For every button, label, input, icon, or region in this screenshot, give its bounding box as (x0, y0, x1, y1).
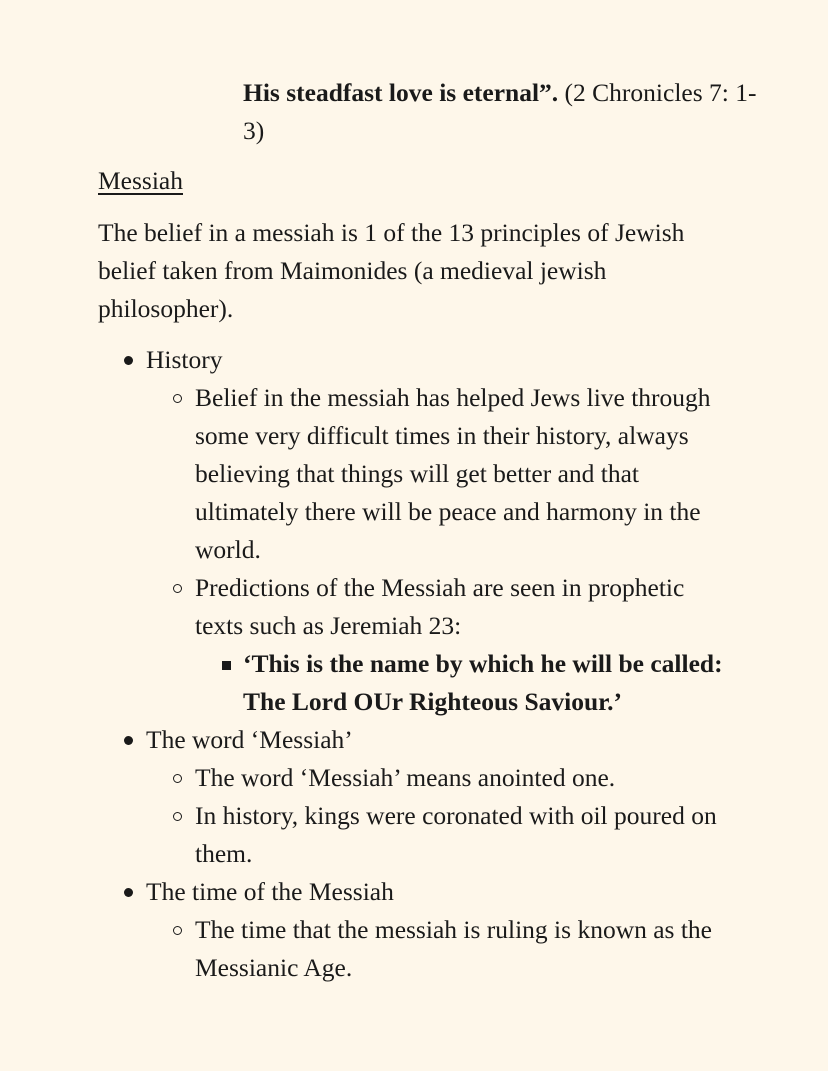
sub-list-text: The word ‘Messiah’ means anointed one. (195, 763, 616, 792)
disc-bullet-icon (124, 736, 133, 745)
sub-list-item (146, 569, 735, 721)
sub-list-text: The time that the messiah is ruling is known as the Messianic Age. (195, 915, 712, 982)
list-item-time-of-messiah (98, 873, 778, 987)
bullet-list (98, 341, 778, 987)
sub-list (146, 379, 778, 721)
disc-bullet-icon (124, 888, 133, 897)
intro-paragraph: The belief in a messiah is 1 of the 13 principles of Jewish belief taken from Maimonides (a medieval jewish philosopher). (98, 218, 685, 323)
quote-reference: (2 Chronicles 7: 1-3) (243, 78, 757, 145)
scripture-quote: ‘This is the name by which he will be called: The Lord OUr Righteous Saviour.’ (243, 649, 723, 716)
list-item-label: The time of the Messiah (146, 877, 394, 906)
list-item-word-messiah (98, 721, 778, 873)
nested-list (195, 645, 735, 721)
circle-bullet-icon (173, 926, 182, 935)
list-item-label: History (146, 345, 223, 374)
square-bullet-icon (222, 661, 231, 670)
sub-list-item (146, 379, 735, 569)
nested-list-item (195, 645, 723, 721)
sub-list-text: In history, kings were coronated with oil poured on them. (195, 801, 717, 868)
sub-list-item (146, 759, 735, 797)
sub-list-text: Belief in the messiah has helped Jews live through some very difficult times in their history, always believing that things will get better and that ultimately there will be peace and harmony in the world. (195, 383, 711, 564)
list-item-label: The word ‘Messiah’ (146, 725, 353, 754)
circle-bullet-icon (173, 394, 182, 403)
sub-list-item (146, 797, 735, 873)
quote-continuation (243, 74, 763, 150)
sub-list-text: Predictions of the Messiah are seen in prophetic texts such as Jeremiah 23: (195, 573, 685, 640)
section-heading: Messiah (98, 166, 183, 195)
quote-bold-text: His steadfast love is eternal”. (243, 78, 559, 107)
sub-list (146, 759, 778, 873)
sub-list-item (146, 911, 735, 987)
sub-list (146, 911, 778, 987)
list-item-history (98, 341, 778, 721)
circle-bullet-icon (173, 812, 182, 821)
circle-bullet-icon (173, 774, 182, 783)
disc-bullet-icon (124, 356, 133, 365)
circle-bullet-icon (173, 584, 182, 593)
